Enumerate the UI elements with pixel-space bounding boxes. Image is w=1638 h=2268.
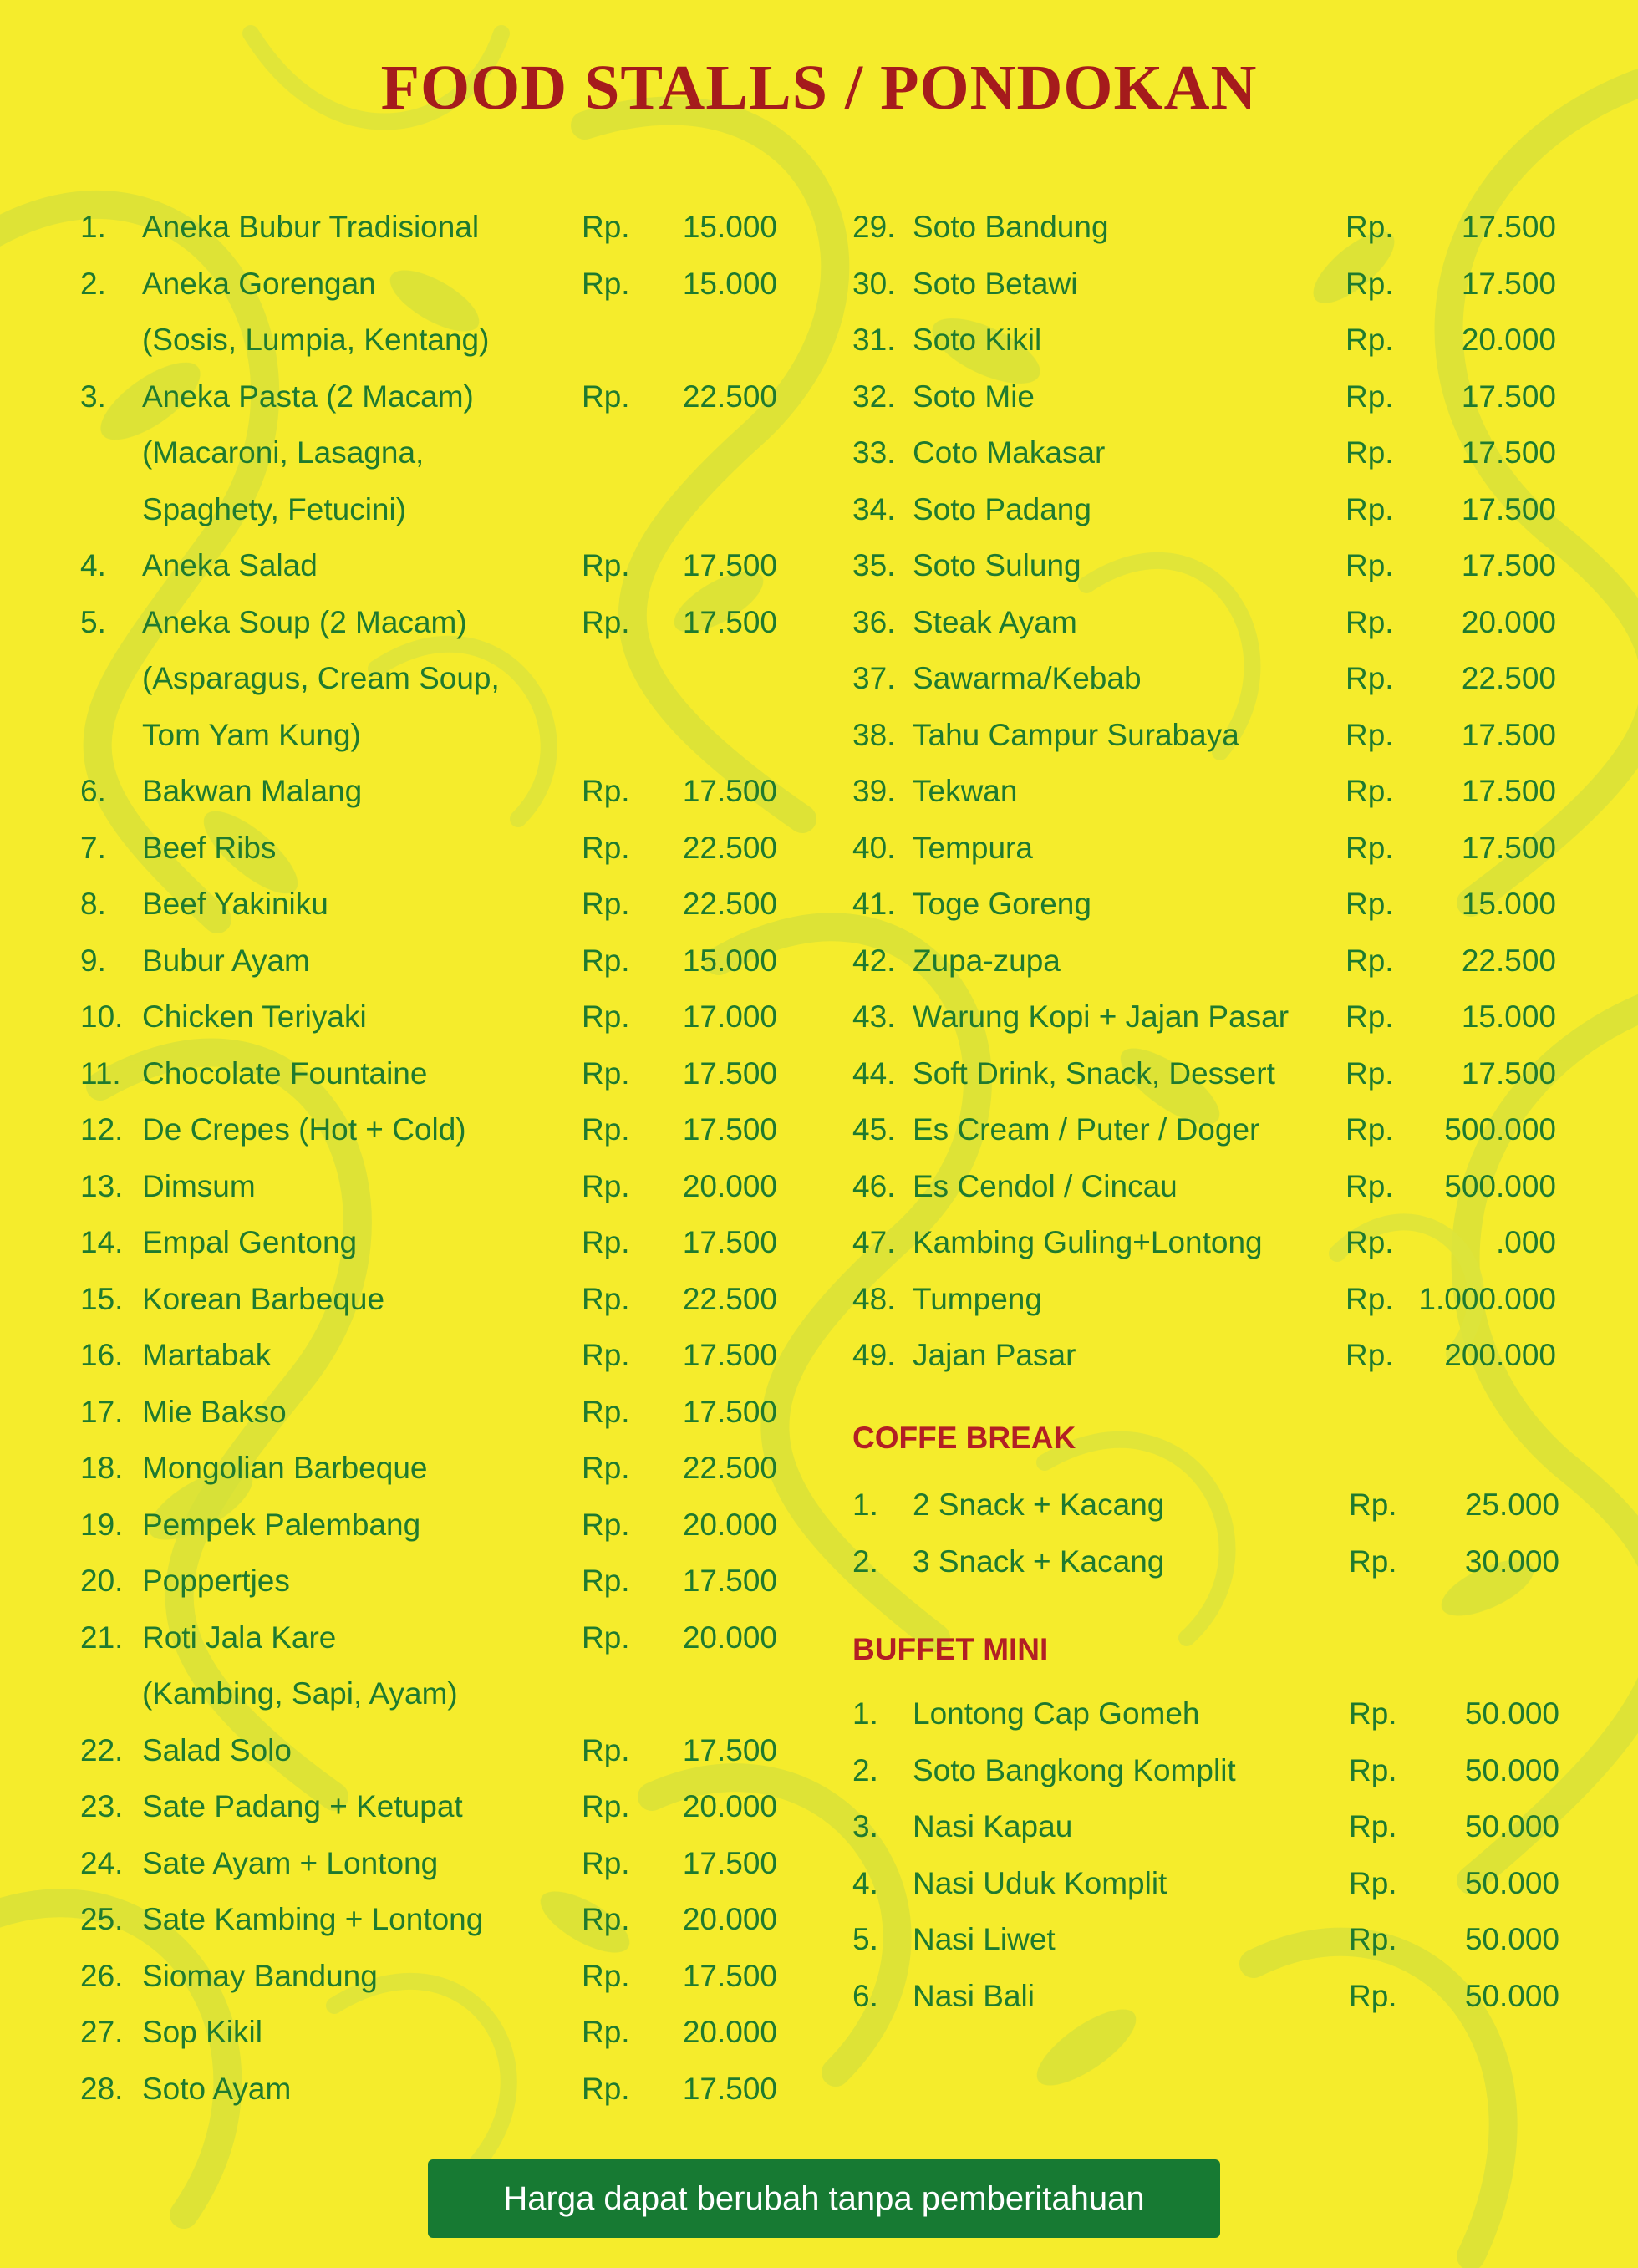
menu-item-price: 20.000: [682, 1902, 777, 1936]
menu-item-price: 17.500: [1461, 379, 1556, 414]
menu-item-price: 17.500: [682, 1564, 777, 1598]
menu-item-price: 17.500: [682, 1958, 777, 1993]
menu-item-name: Beef Ribs: [142, 830, 277, 865]
menu-item-rp: Rp.: [1349, 1809, 1397, 1843]
buffet-mini-heading: BUFFET MINI: [852, 1632, 1049, 1666]
menu-item-rp: Rp.: [582, 887, 630, 921]
menu-item-price: 22.500: [682, 379, 777, 414]
menu-item-num: 29.: [852, 210, 896, 244]
menu-item-name: Tom Yam Kung): [142, 717, 361, 752]
menu-item-name: Beef Yakiniku: [142, 887, 328, 921]
menu-item-price: 20.000: [1461, 323, 1556, 357]
menu-item-price: 17.500: [682, 1055, 777, 1091]
menu-item-name: Soto Bangkong Komplit: [913, 1752, 1236, 1787]
menu-item-num: 43.: [852, 999, 896, 1034]
menu-item-name: Spaghety, Fetucini): [142, 491, 407, 526]
menu-item-name: 2 Snack + Kacang: [913, 1487, 1165, 1522]
menu-item-num: 35.: [852, 548, 896, 582]
menu-item-rp: Rp.: [1346, 1168, 1394, 1203]
menu-item-rp: Rp.: [582, 1564, 630, 1598]
menu-item-num: 37.: [852, 661, 896, 695]
menu-item-num: 32.: [852, 379, 896, 414]
menu-item-name: Soto Mie: [913, 379, 1035, 414]
menu-item-price: 17.500: [1461, 210, 1556, 244]
menu-item-rp: Rp.: [582, 1338, 630, 1372]
menu-item-price: 20.000: [1461, 604, 1556, 639]
menu-item-name: Soto Padang: [913, 491, 1091, 526]
menu-item-num: 15.: [80, 1281, 124, 1316]
menu-item-price: 50.000: [1464, 1752, 1559, 1787]
menu-item-name: Siomay Bandung: [142, 1958, 378, 1993]
menu-item-price: 50.000: [1464, 1922, 1559, 1956]
menu-item-num: 25.: [80, 1902, 124, 1936]
menu-item-rp: Rp.: [582, 943, 630, 978]
menu-item-price: 20.000: [682, 1789, 777, 1823]
menu-item-name: (Sosis, Lumpia, Kentang): [142, 323, 490, 357]
footer-note: Harga dapat berubah tanpa pemberitahuan: [428, 2159, 1220, 2238]
menu-item-price: 20.000: [682, 1168, 777, 1203]
menu-item-rp: Rp.: [582, 1507, 630, 1542]
menu-item-rp: Rp.: [1346, 491, 1394, 526]
menu-item-num: 34.: [852, 491, 896, 526]
menu-item-num: 28.: [80, 2071, 124, 2106]
menu-item-num: 36.: [852, 604, 896, 639]
menu-item-price: 17.500: [1461, 491, 1556, 526]
menu-item-rp: Rp.: [582, 1902, 630, 1936]
menu-item-num: 8.: [80, 887, 106, 921]
menu-item-rp: Rp.: [1349, 1696, 1397, 1731]
menu-item-num: 33.: [852, 435, 896, 470]
menu-item-price: 17.500: [682, 604, 777, 639]
menu-item-num: 39.: [852, 774, 896, 808]
menu-item-rp: Rp.: [582, 774, 630, 808]
menu-item-name: Korean Barbeque: [142, 1281, 385, 1316]
menu-item-name: Chicken Teriyaki: [142, 999, 367, 1034]
menu-item-name: Bakwan Malang: [142, 774, 363, 808]
menu-item-num: 41.: [852, 887, 896, 921]
menu-item-num: 30.: [852, 266, 896, 301]
menu-item-rp: Rp.: [582, 1112, 630, 1147]
menu-item-num: 12.: [80, 1112, 124, 1147]
menu-item-rp: Rp.: [582, 2015, 630, 2049]
menu-item-name: Soto Bandung: [913, 210, 1109, 244]
menu-item-rp: Rp.: [1346, 1225, 1394, 1259]
menu-item-price: 17.000: [682, 999, 777, 1034]
menu-item-num: 49.: [852, 1338, 896, 1372]
menu-item-name: Chocolate Fountaine: [142, 1055, 428, 1091]
menu-item-num: 9.: [80, 943, 106, 978]
menu-item-price: 15.000: [682, 943, 777, 978]
menu-item-price: 50.000: [1464, 1978, 1559, 2013]
menu-item-name: Sate Padang + Ketupat: [142, 1789, 463, 1823]
menu-item-num: 42.: [852, 943, 896, 978]
menu-item-rp: Rp.: [582, 1451, 630, 1485]
menu-item-rp: Rp.: [1346, 435, 1394, 470]
menu-item-rp: Rp.: [1346, 548, 1394, 582]
menu-item-price: 17.500: [682, 1394, 777, 1429]
menu-item-price: 17.500: [682, 1112, 777, 1147]
menu-item-name: Soto Kikil: [913, 323, 1042, 357]
menu-item-price: 25.000: [1464, 1487, 1559, 1522]
menu-item-num: 2.: [852, 1752, 878, 1787]
menu-item-rp: Rp.: [1349, 1487, 1397, 1522]
menu-item-price: 17.500: [682, 1338, 777, 1372]
menu-item-price: 30.000: [1464, 1543, 1559, 1579]
menu-item-price: 1.000.000: [1418, 1281, 1556, 1316]
menu-item-name: Poppertjes: [142, 1564, 290, 1598]
menu-item-rp: Rp.: [1349, 1543, 1397, 1579]
menu-item-rp: Rp.: [582, 830, 630, 865]
menu-item-num: 4.: [80, 548, 106, 582]
menu-item-rp: Rp.: [1346, 887, 1394, 921]
menu-item-num: 3.: [852, 1809, 878, 1843]
menu-item-rp: Rp.: [1349, 1978, 1397, 2013]
menu-item-name: Sawarma/Kebab: [913, 661, 1142, 695]
menu-item-rp: Rp.: [1346, 1055, 1394, 1091]
menu-item-rp: Rp.: [582, 266, 630, 301]
menu-item-name: Dimsum: [142, 1168, 256, 1203]
menu-item-price: 17.500: [682, 1225, 777, 1259]
menu-item-name: (Kambing, Sapi, Ayam): [142, 1676, 458, 1711]
menu-item-name: Salad Solo: [142, 1732, 292, 1767]
menu-item-num: 11.: [80, 1055, 121, 1091]
menu-item-rp: Rp.: [1346, 323, 1394, 357]
menu-item-rp: Rp.: [1346, 1112, 1394, 1147]
menu-item-rp: Rp.: [582, 1958, 630, 1993]
menu-item-price: 50.000: [1464, 1809, 1559, 1843]
menu-item-rp: Rp.: [1346, 830, 1394, 865]
menu-item-rp: Rp.: [1349, 1922, 1397, 1956]
menu-item-name: Nasi Uduk Komplit: [913, 1865, 1167, 1900]
menu-item-num: 16.: [80, 1338, 124, 1372]
menu-item-num: 31.: [852, 323, 896, 357]
menu-item-name: Sop Kikil: [142, 2015, 262, 2049]
menu-item-price: 17.500: [682, 2071, 777, 2106]
menu-item-rp: Rp.: [582, 1732, 630, 1767]
menu-item-num: 5.: [80, 604, 106, 639]
menu-item-price: 17.500: [1461, 717, 1556, 752]
menu-item-name: Mie Bakso: [142, 1394, 287, 1429]
menu-item-num: 14.: [80, 1225, 124, 1259]
menu-item-num: 47.: [852, 1225, 896, 1259]
menu-item-name: Pempek Palembang: [142, 1507, 421, 1542]
menu-item-num: 23.: [80, 1789, 124, 1823]
menu-item-rp: Rp.: [582, 1394, 630, 1429]
menu-item-rp: Rp.: [1346, 999, 1394, 1034]
menu-item-rp: Rp.: [582, 1789, 630, 1823]
menu-item-name: Tumpeng: [913, 1281, 1042, 1316]
menu-item-num: 40.: [852, 830, 896, 865]
menu-item-num: 10.: [80, 999, 124, 1034]
menu-item-num: 4.: [852, 1865, 878, 1900]
menu-item-name: Sate Ayam + Lontong: [142, 1845, 439, 1880]
menu-item-num: 24.: [80, 1845, 124, 1880]
menu-item-name: Roti Jala Kare: [142, 1620, 337, 1655]
menu-item-num: 2.: [80, 266, 106, 301]
menu-item-price: 500.000: [1444, 1112, 1556, 1147]
menu-item-name: Warung Kopi + Jajan Pasar: [913, 999, 1290, 1034]
menu-item-num: 5.: [852, 1922, 878, 1956]
menu-item-name: Nasi Kapau: [913, 1809, 1073, 1843]
menu-item-price: 22.500: [682, 1281, 777, 1316]
menu-item-num: 26.: [80, 1958, 124, 1993]
menu-item-rp: Rp.: [582, 1845, 630, 1880]
menu-item-price: 17.500: [1461, 830, 1556, 865]
menu-item-price: 15.000: [682, 210, 777, 244]
menu-item-num: 6.: [80, 774, 106, 808]
menu-item-num: 3.: [80, 379, 106, 414]
menu-item-num: 1.: [852, 1696, 878, 1731]
menu-item-rp: Rp.: [1346, 604, 1394, 639]
menu-item-rp: Rp.: [1349, 1752, 1397, 1787]
menu-item-rp: Rp.: [1346, 943, 1394, 978]
menu-item-num: 7.: [80, 830, 106, 865]
menu-item-num: 2.: [852, 1543, 878, 1579]
menu-item-price: 17.500: [682, 774, 777, 808]
menu-item-name: Aneka Salad: [142, 548, 318, 582]
menu-item-price: 50.000: [1464, 1865, 1559, 1900]
menu-item-name: (Asparagus, Cream Soup,: [142, 661, 500, 695]
menu-item-num: 22.: [80, 1732, 124, 1767]
menu-item-rp: Rp.: [1346, 210, 1394, 244]
menu-item-rp: Rp.: [1346, 1338, 1394, 1372]
menu-item-name: Tempura: [913, 830, 1033, 865]
menu-item-name: Kambing Guling+Lontong: [913, 1225, 1263, 1259]
menu-item-num: 18.: [80, 1451, 124, 1485]
menu-item-price: 500.000: [1444, 1168, 1556, 1203]
menu-item-rp: Rp.: [582, 1620, 630, 1655]
menu-item-name: Nasi Bali: [913, 1978, 1035, 2013]
menu-item-name: Empal Gentong: [142, 1225, 358, 1259]
menu-item-name: Aneka Pasta (2 Macam): [142, 379, 474, 414]
menu-item-price: .000: [1495, 1225, 1556, 1259]
menu-item-num: 44.: [852, 1055, 896, 1091]
menu-item-price: 20.000: [682, 1620, 777, 1655]
menu-item-name: Es Cendol / Cincau: [913, 1168, 1178, 1203]
menu-item-num: 1.: [80, 210, 106, 244]
menu-item-rp: Rp.: [582, 1281, 630, 1316]
menu-item-rp: Rp.: [582, 1225, 630, 1259]
menu-item-name: Steak Ayam: [913, 604, 1077, 639]
menu-item-price: 15.000: [1461, 999, 1556, 1034]
menu-item-price: 22.500: [682, 887, 777, 921]
menu-item-name: Tahu Campur Surabaya: [913, 717, 1239, 752]
menu-item-price: 17.500: [682, 1732, 777, 1767]
menu-item-name: De Crepes (Hot + Cold): [142, 1112, 466, 1147]
menu-item-rp: Rp.: [1346, 774, 1394, 808]
menu-item-price: 17.500: [682, 548, 777, 582]
menu-item-price: 50.000: [1464, 1696, 1559, 1731]
menu-item-name: Toge Goreng: [913, 887, 1091, 921]
menu-item-name: Mongolian Barbeque: [142, 1451, 428, 1485]
menu-item-price: 17.500: [682, 1845, 777, 1880]
menu-item-rp: Rp.: [582, 999, 630, 1034]
menu-item-rp: Rp.: [582, 379, 630, 414]
menu-item-name: Nasi Liwet: [913, 1922, 1056, 1956]
menu-item-rp: Rp.: [582, 548, 630, 582]
menu-item-name: Soto Sulung: [913, 548, 1081, 582]
menu-item-name: Coto Makasar: [913, 435, 1106, 470]
menu-item-name: Aneka Bubur Tradisional: [142, 210, 480, 244]
menu-item-num: 13.: [80, 1168, 124, 1203]
menu-item-num: 38.: [852, 717, 896, 752]
menu-item-num: 20.: [80, 1564, 124, 1598]
menu-item-rp: Rp.: [1346, 1281, 1394, 1316]
menu-item-rp: Rp.: [582, 2071, 630, 2106]
menu-item-name: Aneka Soup (2 Macam): [142, 604, 467, 639]
menu-item-num: 17.: [80, 1394, 124, 1429]
coffee-break-heading: COFFE BREAK: [852, 1421, 1076, 1455]
menu-item-price: 20.000: [682, 2015, 777, 2049]
menu-item-price: 17.500: [1461, 266, 1556, 301]
menu-item-name: Jajan Pasar: [913, 1338, 1076, 1372]
page-title: FOOD STALLS / PONDOKAN: [380, 53, 1258, 123]
menu-item-num: 48.: [852, 1281, 896, 1316]
menu-item-name: Aneka Gorengan: [142, 266, 376, 301]
menu-item-name: Sate Kambing + Lontong: [142, 1902, 484, 1936]
menu-item-name: 3 Snack + Kacang: [913, 1543, 1165, 1579]
menu-item-rp: Rp.: [582, 1168, 630, 1203]
menu-item-price: 22.500: [1461, 661, 1556, 695]
menu-item-rp: Rp.: [582, 210, 630, 244]
menu-item-rp: Rp.: [1349, 1865, 1397, 1900]
menu-item-name: Tekwan: [913, 774, 1018, 808]
menu-item-num: 46.: [852, 1168, 896, 1203]
menu-item-name: Zupa-zupa: [913, 943, 1061, 978]
menu-item-price: 20.000: [682, 1507, 777, 1542]
menu-item-price: 17.500: [1461, 774, 1556, 808]
menu-item-price: 15.000: [1461, 887, 1556, 921]
menu-item-price: 17.500: [1461, 1055, 1556, 1091]
menu-item-num: 19.: [80, 1507, 124, 1542]
menu-item-num: 27.: [80, 2015, 124, 2049]
menu-item-price: 22.500: [682, 830, 777, 865]
menu-item-rp: Rp.: [1346, 717, 1394, 752]
menu-item-price: 17.500: [1461, 548, 1556, 582]
menu-item-rp: Rp.: [1346, 379, 1394, 414]
menu-item-num: 21.: [80, 1620, 124, 1655]
menu-item-num: 1.: [852, 1487, 878, 1522]
menu-item-price: 15.000: [682, 266, 777, 301]
menu-item-name: (Macaroni, Lasagna,: [142, 435, 425, 470]
menu-item-price: 17.500: [1461, 435, 1556, 470]
menu-item-price: 22.500: [682, 1451, 777, 1485]
menu-item-rp: Rp.: [582, 604, 630, 639]
menu-item-name: Soto Betawi: [913, 266, 1078, 301]
menu-item-name: Bubur Ayam: [142, 943, 310, 978]
menu-item-rp: Rp.: [1346, 661, 1394, 695]
menu-item-rp: Rp.: [1346, 266, 1394, 301]
menu-item-name: Lontong Cap Gomeh: [913, 1696, 1200, 1731]
menu-item-price: 200.000: [1444, 1338, 1556, 1372]
menu-item-num: 45.: [852, 1112, 896, 1147]
menu-item-name: Es Cream / Puter / Doger: [913, 1112, 1260, 1147]
menu-item-price: 22.500: [1461, 943, 1556, 978]
menu-item-rp: Rp.: [582, 1055, 630, 1091]
menu-item-name: Soft Drink, Snack, Dessert: [913, 1055, 1275, 1091]
menu-item-name: Soto Ayam: [142, 2071, 292, 2106]
menu-item-name: Martabak: [142, 1338, 272, 1372]
menu-item-num: 6.: [852, 1978, 878, 2013]
